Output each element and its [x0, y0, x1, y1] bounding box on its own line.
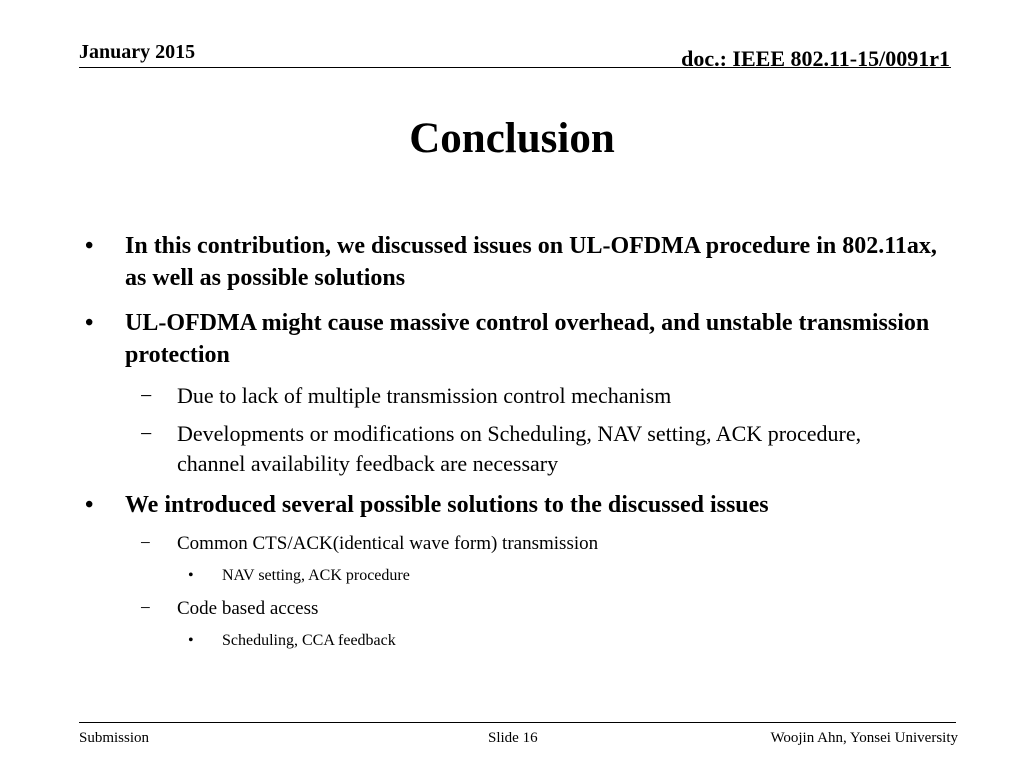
sub-bullet-item: [140, 419, 897, 479]
header-doc-id: doc.: IEEE 802.11-15/0091r1: [681, 46, 950, 71]
bullet-item: [85, 489, 945, 521]
sub-sub-bullet-item: [188, 565, 822, 587]
bullet-text: We introduced several possible solutions to the discussed issues: [125, 492, 769, 518]
sub-bullet-marker: −: [140, 421, 153, 446]
bullet-item: [85, 307, 945, 371]
footer-author: Woojin Ahn, Yonsei University: [770, 730, 958, 746]
sub-bullet-text: Due to lack of multiple transmission control mechanism: [177, 383, 672, 408]
bullet-marker: •: [85, 310, 94, 336]
header-divider: [79, 67, 951, 68]
sub-bullet-item: [140, 531, 897, 557]
footer-divider: [79, 722, 956, 723]
sub-sub-bullet-text: Scheduling, CCA feedback: [222, 632, 396, 649]
sub-sub-bullet-text: NAV setting, ACK procedure: [222, 567, 410, 584]
sub-sub-bullet-marker: •: [188, 567, 194, 584]
sub-bullet-marker: −: [140, 533, 151, 554]
sub-bullet-marker: −: [140, 383, 153, 408]
bullet-marker: •: [85, 233, 94, 259]
header-date: January 2015: [79, 41, 196, 63]
sub-bullet-marker: −: [140, 598, 151, 619]
footer-submission: Submission: [79, 730, 150, 746]
footer-slide-number: Slide 16: [488, 730, 538, 746]
sub-sub-bullet-marker: •: [188, 632, 194, 649]
bullet-item: [85, 230, 945, 294]
sub-sub-bullet-item: [188, 630, 822, 652]
slide-title: Conclusion: [409, 115, 615, 162]
sub-bullet-item: [140, 596, 897, 622]
sub-bullet-text: Common CTS/ACK(identical wave form) transmission: [177, 533, 599, 554]
sub-bullet-text: Code based access: [177, 598, 319, 619]
sub-bullet-item: [140, 381, 897, 411]
sub-bullet-text: Developments or modifications on Scheduling, NAV setting, ACK procedure, channel availability feedback are necessary: [177, 421, 862, 476]
bullet-text: In this contribution, we discussed issues on UL-OFDMA procedure in 802.11ax, as well as possible solutions: [125, 233, 937, 291]
bullet-text: UL-OFDMA might cause massive control overhead, and unstable transmission protection: [125, 310, 930, 368]
bullet-marker: •: [85, 492, 94, 518]
